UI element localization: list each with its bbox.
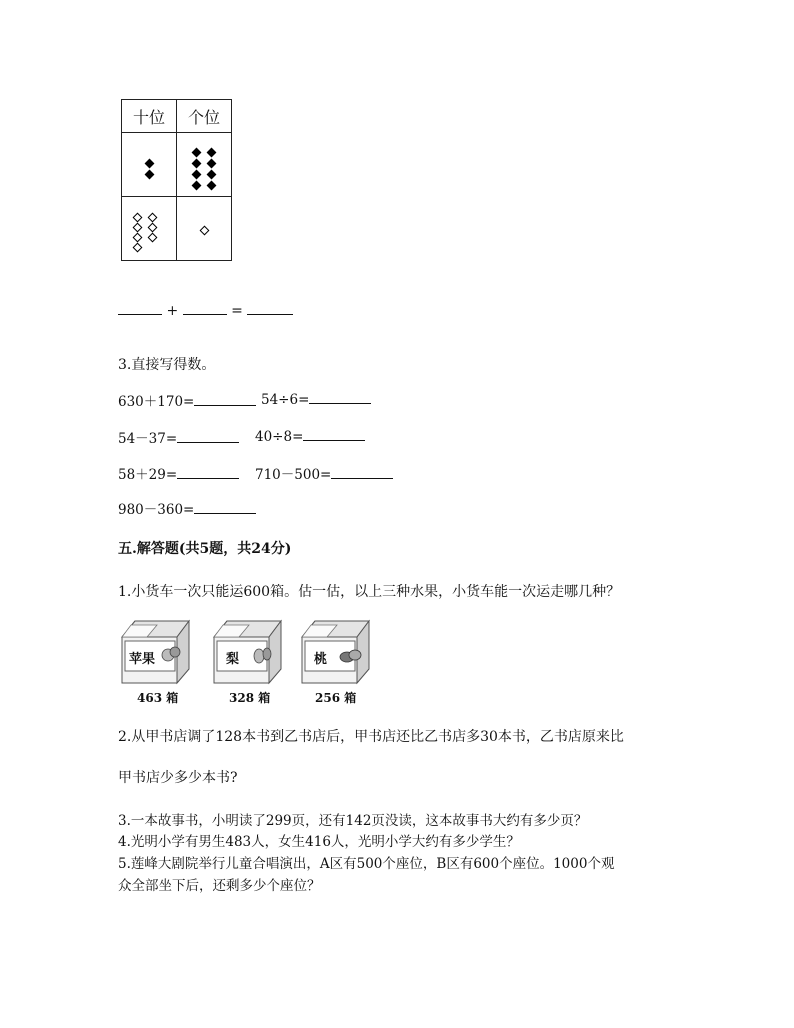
answer-blank[interactable] (183, 301, 227, 315)
question-4: 4.光明小学有男生483人，女生416人，光明小学大约有多少学生？ (118, 834, 520, 850)
calc-expression: 630＋170= (118, 394, 195, 410)
equals-sign: = (231, 303, 243, 319)
answer-blank[interactable] (177, 465, 239, 479)
answer-blank[interactable] (194, 500, 256, 514)
question-5-line2: 众全部坐下后，还剩多少个座位？ (118, 878, 321, 894)
answer-blank[interactable] (118, 301, 162, 315)
filled-dot (144, 158, 154, 168)
calc-row (261, 390, 371, 408)
answer-blank[interactable] (194, 392, 256, 406)
question-5-line1: 5.莲峰大剧院举行儿童合唱演出，A区有500个座位，B区有600个座位。1000个观 (118, 856, 615, 872)
calc-expression: 980－360= (118, 502, 195, 518)
answer-blank[interactable] (309, 390, 371, 404)
calc-expression: 54÷6= (261, 392, 310, 408)
question-2-line2: 甲书店少多少本书? (118, 770, 238, 786)
filled-dot (207, 169, 217, 179)
box-label: 桃 (314, 652, 328, 667)
blank-equation (118, 301, 293, 319)
calc-row (255, 427, 365, 445)
header-tens: 十位 (122, 100, 177, 133)
calc-row (118, 463, 239, 483)
filled-dot (192, 180, 202, 190)
box-label: 苹果 (129, 652, 156, 667)
hollow-dot (133, 233, 143, 243)
hollow-dot (133, 223, 143, 233)
calc-expression: 710－500= (255, 467, 332, 483)
calc-expression: 54－37= (118, 431, 178, 447)
header-ones: 个位 (177, 100, 232, 133)
box-count: 328 箱 (229, 691, 271, 705)
hollow-dot (199, 226, 209, 236)
ones-hollow-dots (177, 197, 232, 261)
question-3: 3.一本故事书，小明读了299页，还有142页没读，这本故事书大约有多少页？ (118, 813, 588, 829)
box-label: 梨 (226, 652, 240, 667)
section3-title: 3.直接写得数。 (118, 357, 216, 373)
tens-hollow-dots (122, 197, 177, 261)
box-icon (297, 617, 375, 685)
plus-sign: + (166, 303, 179, 319)
fruit-box-peach (297, 617, 375, 705)
filled-dot (207, 180, 217, 190)
filled-dot (192, 158, 202, 168)
filled-dot (192, 169, 202, 179)
calc-expression: 40÷8= (255, 429, 304, 445)
question-2-line1: 2.从甲书店调了128本书到乙书店后，甲书店还比乙书店多30本书，乙书店原来比 (118, 729, 624, 745)
fruit-box-pear (209, 617, 287, 705)
ones-filled-dots (177, 133, 232, 197)
fruit-box-apple (117, 617, 195, 705)
hollow-dot (133, 243, 143, 253)
answer-blank[interactable] (303, 427, 365, 441)
filled-dot (207, 158, 217, 168)
hollow-dot (148, 213, 158, 223)
hollow-dot (148, 223, 158, 233)
calc-expression: 58＋29= (118, 467, 178, 483)
box-count: 256 箱 (315, 691, 357, 705)
answer-blank[interactable] (331, 465, 393, 479)
calc-row (118, 390, 256, 410)
filled-dot (192, 147, 202, 157)
box-count: 463 箱 (137, 691, 179, 705)
filled-dot (144, 169, 154, 179)
hollow-dot (148, 233, 158, 243)
calc-row (118, 498, 256, 518)
answer-blank[interactable] (247, 301, 293, 315)
filled-dot (207, 147, 217, 157)
place-value-table (121, 99, 232, 261)
hollow-dot (133, 213, 143, 223)
calc-row (255, 463, 393, 483)
box-icon (209, 617, 287, 685)
answer-blank[interactable] (177, 429, 239, 443)
section5-title: 五.解答题(共5题，共24分) (118, 541, 292, 557)
calc-row (118, 427, 239, 447)
question-1: 1.小货车一次只能运600箱。估一估，以上三种水果，小货车能一次运走哪几种？ (118, 584, 621, 600)
tens-filled-dots (122, 133, 177, 197)
